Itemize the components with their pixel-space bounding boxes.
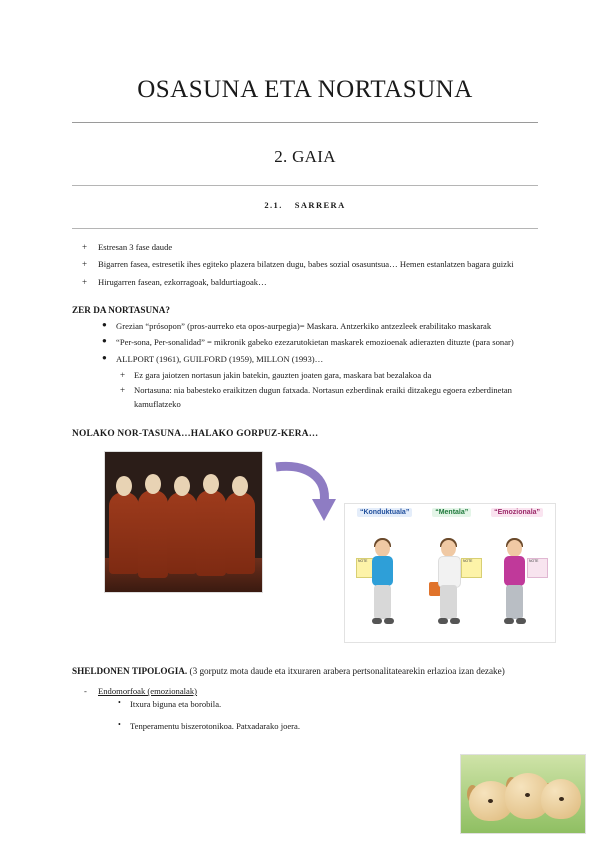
panel-caption-row [345, 504, 555, 517]
subtitle-divider [72, 185, 538, 186]
sheldon-heading [72, 664, 538, 678]
list-item [72, 384, 538, 411]
figure-konduktuala: NOTE [355, 538, 413, 638]
list-item [72, 276, 538, 289]
list-item [72, 336, 538, 349]
puppies-photo [460, 754, 586, 834]
list-item [72, 369, 538, 382]
sheldon-item [72, 686, 538, 696]
sheldon-subitem [72, 698, 538, 712]
curved-arrow-icon [272, 457, 342, 527]
panel-label-konduktuala: “Konduktuala” [357, 508, 412, 517]
list-item-label: Ez gara jaiotzen nortasun jakin batekin, gauzten joaten gara, maskara bat bezalakoa da [134, 369, 432, 380]
list-item-label: Estresan 3 fase daude [98, 242, 173, 252]
panel-label-emozionala: “Emozionala” [491, 508, 543, 517]
list-item [72, 320, 538, 333]
dot-bullet-icon: • [118, 720, 121, 730]
body-types-panel [344, 503, 556, 643]
page-title: OSASUNA ETA NORTASUNA [137, 76, 473, 103]
list-item-label: ALLPORT (1961), GUILFORD (1959), MILLON (1993)… [116, 353, 324, 364]
list-item-label: Grezian “prósopon” (pros-aurreko eta opos-aurpegia)= Maskara. Antzerkiko antzezleek erabilitako maskarak [116, 320, 492, 331]
sheldon-subitem-label: Itxura biguna eta borobila. [130, 699, 222, 710]
sheldon-item-label: Endomorfoak (emozionalak) [98, 686, 198, 697]
section-number: 2.1. [264, 200, 283, 210]
list-item [72, 241, 538, 254]
dot-bullet-icon: ● [102, 352, 107, 362]
list-item [72, 353, 538, 366]
dot-bullet-icon: ● [102, 319, 107, 329]
section-divider [72, 228, 538, 229]
question-list [72, 320, 538, 366]
plus-bullet-icon: + [120, 369, 126, 380]
list-item-label: “Per-sona, Per-sonalidad” = mikronik gabeko ezezarutokietan maskarek emozioenak adierazten dituzte (para sonar) [116, 337, 514, 348]
title-divider [72, 122, 538, 123]
list-item-label: Bigarren fasea, estresetik ihes egiteko plazera bilatzen dugu, babes sozial osasuntsua… Hemen estanlatzen bagara guizki [98, 259, 514, 270]
plus-bullet-icon: + [120, 385, 126, 396]
monks-photo [104, 451, 263, 593]
question-heading: ZER DA NORTASUNA? [72, 304, 171, 315]
intro-list [72, 241, 538, 289]
list-item [72, 258, 538, 271]
list-item-label: Nortasuna: nia babesteko eraikitzen dugun fatxada. Nortasun ezberdinak eraiki ditzakegu egoera ezberdinetan kamuflatzeko [134, 385, 512, 409]
figure-emozionala: NOTE [487, 538, 545, 638]
sheldon-subitem [72, 720, 538, 734]
list-item-label: Hirugarren fasean, ezkorragoak, baldurtiagoak… [98, 276, 267, 287]
sheldon-subitem-label: Tenperamentu biszerotonikoa. Patxadarako joera. [130, 721, 301, 732]
page-subtitle: 2. GAIA [274, 147, 336, 166]
dot-bullet-icon: ● [102, 336, 107, 346]
dash-bullet-icon: - [84, 686, 87, 697]
figure-heading: NOLAKO NOR-TASUNA…HALAKO GORPUZ-KERA… [72, 428, 319, 439]
figure-mentala: NOTE [421, 538, 479, 638]
section-title: SARRERA [294, 200, 346, 210]
section-heading [72, 200, 538, 210]
panel-figures [345, 534, 555, 638]
panel-label-mentala: “Mentala” [432, 508, 471, 517]
plus-bullet-icon: + [82, 276, 88, 287]
question-sublist [72, 369, 538, 411]
sheldon-title: SHELDONEN TIPOLOGIA. [72, 665, 188, 676]
dot-bullet-icon: • [118, 698, 121, 708]
plus-bullet-icon: + [82, 242, 88, 252]
sheldon-description: (3 gorputz mota daude eta itxuraren arabera pertsonalitatearekin erlazioa izan dezake) [189, 665, 505, 676]
figure-block [72, 451, 541, 656]
plus-bullet-icon: + [82, 259, 88, 270]
